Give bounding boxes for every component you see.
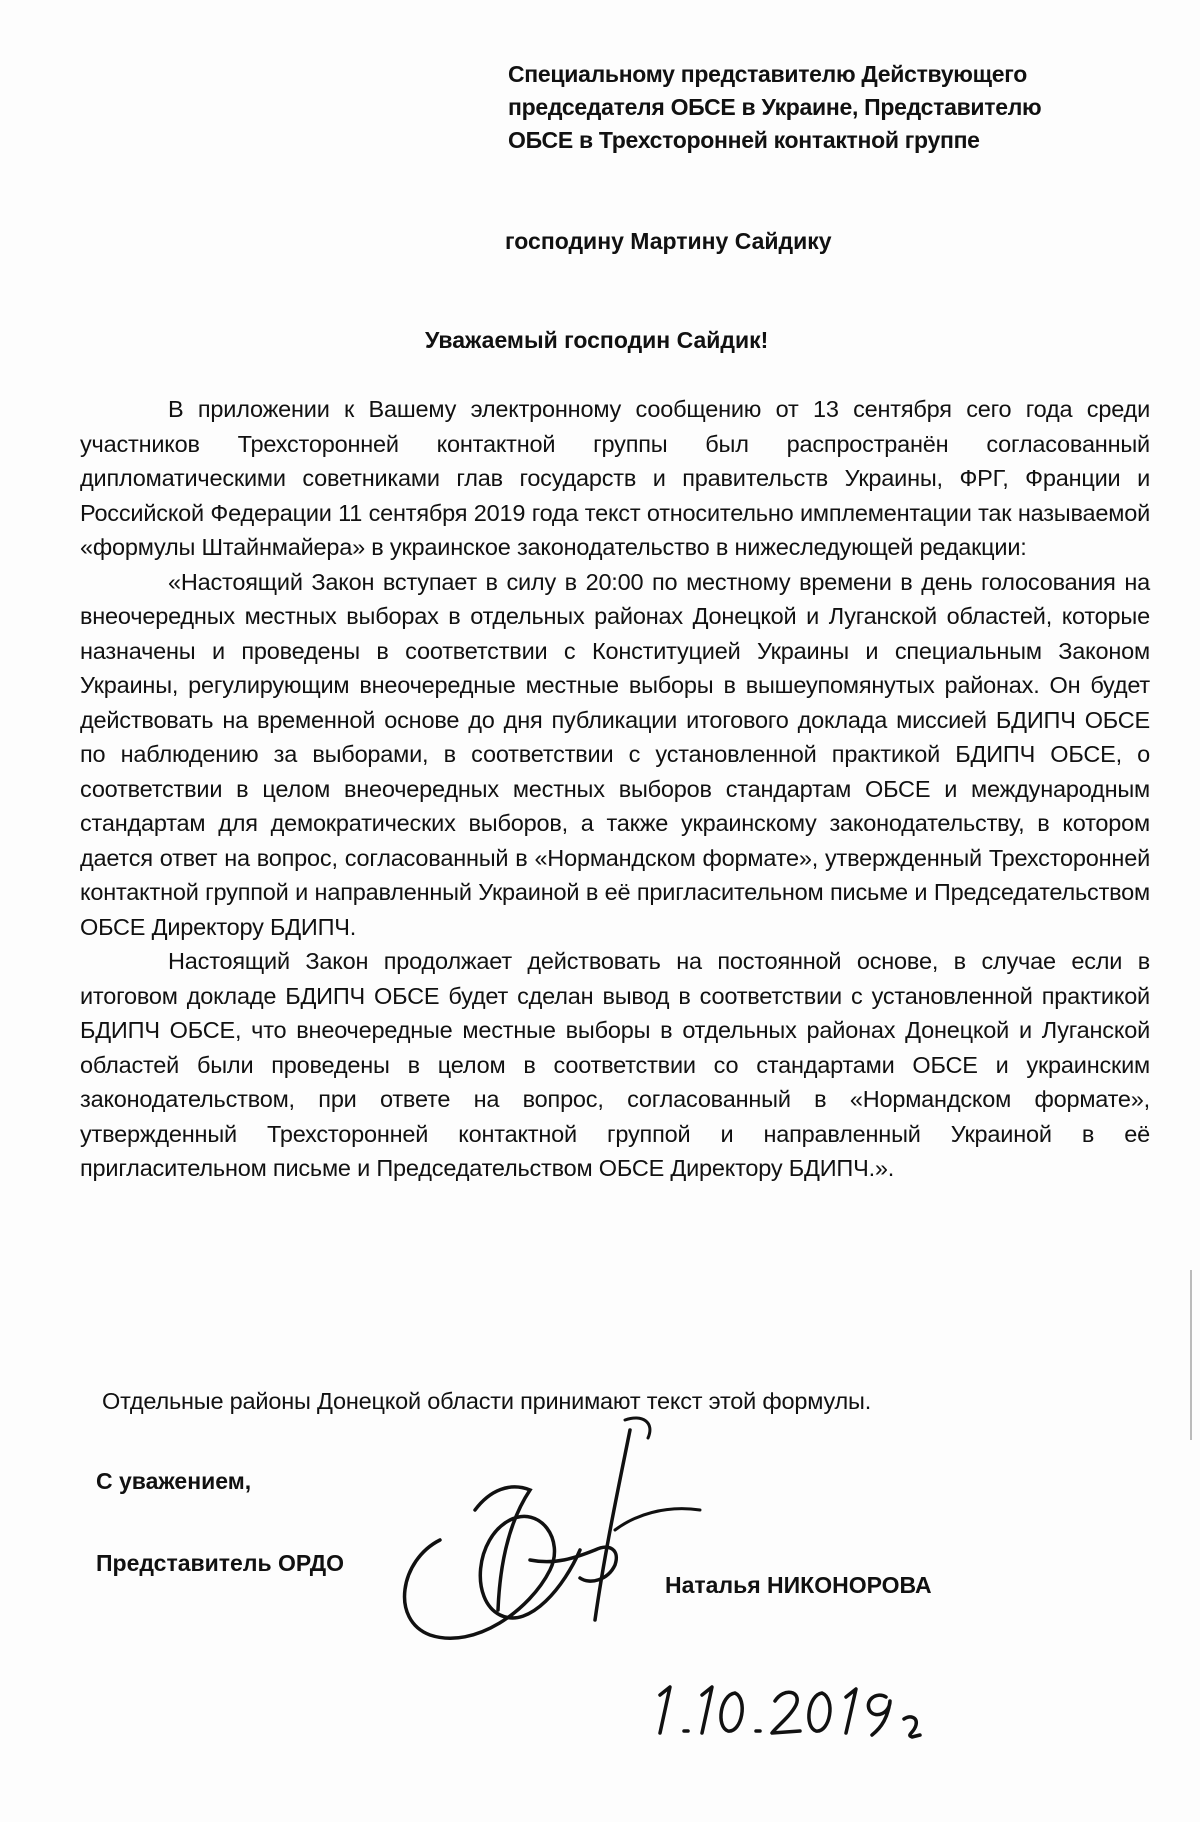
- acceptance-statement: Отдельные районы Донецкой области принимают текст этой формулы.: [102, 1388, 872, 1414]
- addressee-block: [508, 58, 1128, 157]
- intro-paragraph: В приложении к Вашему электронному сообщению от 13 сентября сего года среди участников Трехсторонней контактной группы был распространён согласованный дипломатическими советниками глав государств и правительств Украины, ФРГ, Франции и Российской Федерации 11 сентября 2019 года текст относительно имплементации так называемой «формулы Штайнмайера» в украинское законодательство в нижеследующей редакции:: [80, 396, 1150, 560]
- letter-body: [80, 392, 1150, 1186]
- regards-line: С уважением,: [96, 1468, 252, 1494]
- representative-name: Наталья НИКОНОРОВА: [665, 1572, 932, 1598]
- addressee-line-2: председателя ОБСЕ в Украине, Представителю: [508, 94, 1042, 120]
- handwritten-signature: [380, 1410, 720, 1660]
- quoted-law-paragraph-1: «Настоящий Закон вступает в силу в 20:00 по местному времени в день голосования на внеочередных местных выборах в отдельных районах Донецкой и Луганской областей, которые назначены и проведены в соответствии с Конституцией Украины и специальным Законом Украины, регулирующим внеочередные местные выборы в вышеупомянутых районах. Он будет действовать на временной основе до дня публикации итогового доклада миссией БДИПЧ ОБСЕ по наблюдению за выборами, в соответствии с установленной практикой БДИПЧ ОБСЕ, о соответствии в целом внеочередных местных выборов стандартам ОБСЕ и международным стандартам для демократических выборов, а также украинскому законодательству, в котором дается ответ на вопрос, согласованный в «Нормандском формате», утвержденный Трехсторонней контактной группой и направленный Украиной в её пригласительном письме и Председательством ОБСЕ Директору БДИПЧ.: [80, 568, 1150, 940]
- handwritten-date: [650, 1665, 950, 1745]
- addressee-line-1: Специальному представителю Действующего: [508, 61, 1027, 87]
- representative-title: Представитель ОРДО: [96, 1550, 345, 1576]
- addressee-line-3: ОБСЕ в Трехсторонней контактной группе: [508, 127, 980, 153]
- scan-edge-mark: [1190, 1270, 1192, 1440]
- addressee-name: господину Мартину Сайдику: [505, 228, 832, 254]
- quoted-law-paragraph-2: Настоящий Закон продолжает действовать на постоянной основе, в случае если в итоговом докладе БДИПЧ ОБСЕ будет сделан вывод в соответствии с установленной практикой БДИПЧ ОБСЕ, что внеочередные местные выборы в отдельных районах Донецкой и Луганской областей были проведены в целом в соответствии со стандартами ОБСЕ и украинским законодательством, при ответе на вопрос, согласованный в «Нормандском формате», утвержденный Трехсторонней контактной группой и направленный Украиной в её пригласительном письме и Председательством ОБСЕ Директору БДИПЧ.».: [80, 948, 1150, 1181]
- salutation: Уважаемый господин Сайдик!: [425, 327, 769, 353]
